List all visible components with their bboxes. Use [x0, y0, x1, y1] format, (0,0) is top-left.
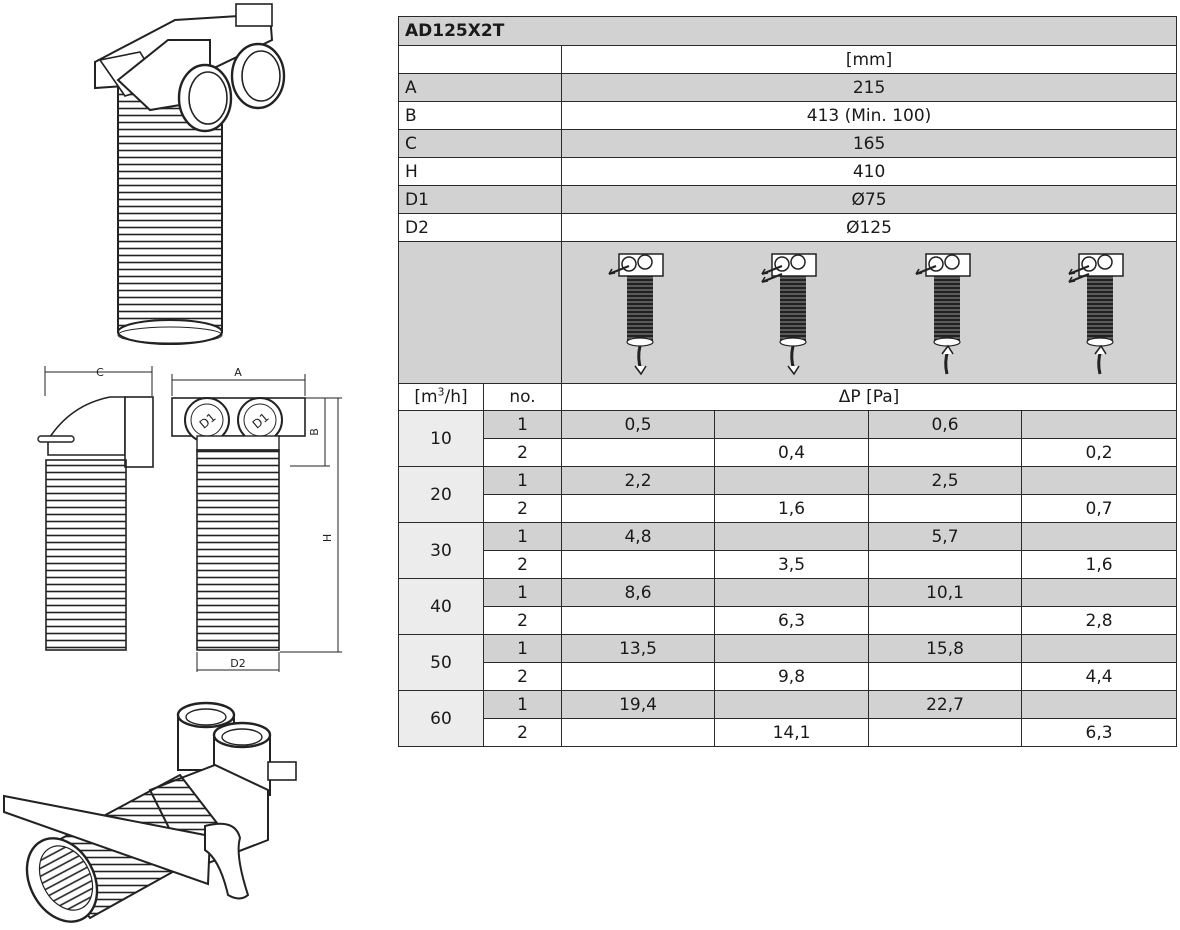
dimension-row — [399, 74, 1177, 102]
dimension-label: B — [399, 102, 562, 130]
dimension-value: 413 (Min. 100) — [562, 102, 1177, 130]
dim-label-d2: D2 — [230, 657, 246, 670]
spigot-count-cell: 1 — [484, 635, 562, 663]
pressure-row — [399, 719, 1177, 747]
pressure-value-cell: 1,6 — [715, 495, 869, 523]
pressure-value-cell — [1022, 635, 1177, 663]
dimension-value: Ø75 — [562, 186, 1177, 214]
pressure-value-cell — [715, 579, 869, 607]
unit-row — [399, 46, 1177, 74]
pressure-value-cell — [715, 523, 869, 551]
pressure-value-cell — [1022, 467, 1177, 495]
dimension-row — [399, 130, 1177, 158]
pressure-value-cell — [869, 607, 1022, 635]
pressure-row — [399, 467, 1177, 495]
dim-label-d1-right: D1 — [249, 409, 272, 432]
pressure-value-cell — [869, 719, 1022, 747]
pressure-value-cell: 4,8 — [562, 523, 715, 551]
flow-rate-cell: 60 — [399, 691, 484, 747]
title-row — [399, 17, 1177, 46]
pressure-value-cell — [869, 439, 1022, 467]
pressure-row — [399, 635, 1177, 663]
dim-label-b: B — [308, 428, 321, 436]
dimension-value: 215 — [562, 74, 1177, 102]
pressure-value-cell: 3,5 — [715, 551, 869, 579]
pressure-value-cell — [715, 635, 869, 663]
pressure-value-cell — [1022, 691, 1177, 719]
pressure-value-cell — [562, 607, 715, 635]
dimension-row — [399, 158, 1177, 186]
pressure-value-cell: 13,5 — [562, 635, 715, 663]
flow-rate-cell: 30 — [399, 523, 484, 579]
pressure-row — [399, 691, 1177, 719]
dim-label-h: H — [321, 533, 334, 543]
pressure-value-cell: 6,3 — [1022, 719, 1177, 747]
pressure-value-cell: 9,8 — [715, 663, 869, 691]
product-drawings — [0, 0, 392, 930]
pressure-value-cell: 0,7 — [1022, 495, 1177, 523]
pressure-value-cell — [1022, 523, 1177, 551]
dimension-value: 165 — [562, 130, 1177, 158]
dimension-row — [399, 186, 1177, 214]
unit-row-label — [399, 46, 562, 74]
flow-up-single-icon — [906, 248, 986, 378]
dimension-label: D2 — [399, 214, 562, 242]
spec-table-body — [399, 17, 1177, 747]
pressure-row — [399, 439, 1177, 467]
flow-unit-header — [399, 384, 484, 411]
pressure-value-cell: 2,5 — [869, 467, 1022, 495]
dimension-label: H — [399, 158, 562, 186]
spigot-count-cell: 1 — [484, 691, 562, 719]
spigot-count-cell: 2 — [484, 495, 562, 523]
pressure-value-cell: 19,4 — [562, 691, 715, 719]
flow-config-icons — [562, 242, 1176, 383]
isometric-top-view — [95, 4, 284, 344]
pressure-value-cell — [715, 691, 869, 719]
spigot-count-cell: 1 — [484, 579, 562, 607]
dim-label-a: A — [234, 366, 242, 379]
pressure-value-cell — [1022, 411, 1177, 439]
flow-config-images — [562, 242, 1177, 384]
pressure-value-cell: 22,7 — [869, 691, 1022, 719]
pressure-row — [399, 411, 1177, 439]
dim-label-c: C — [96, 366, 104, 379]
pressure-value-cell: 5,7 — [869, 523, 1022, 551]
dim-label-d1-left: D1 — [196, 409, 219, 432]
pressure-value-cell: 1,6 — [1022, 551, 1177, 579]
spigot-count-cell: 1 — [484, 523, 562, 551]
pressure-header: ΔP [Pa] — [562, 384, 1177, 411]
dimension-label: D1 — [399, 186, 562, 214]
spigot-count-cell: 1 — [484, 411, 562, 439]
pressure-value-cell: 8,6 — [562, 579, 715, 607]
dimension-value: Ø125 — [562, 214, 1177, 242]
pressure-value-cell — [562, 439, 715, 467]
flow-rate-cell: 10 — [399, 411, 484, 467]
dimension-row — [399, 102, 1177, 130]
pressure-value-cell — [1022, 579, 1177, 607]
pressure-value-cell: 0,6 — [869, 411, 1022, 439]
dimension-value: 410 — [562, 158, 1177, 186]
pressure-row — [399, 551, 1177, 579]
flow-unit-tail: /h] — [444, 387, 468, 407]
model-title: AD125X2T — [399, 17, 1177, 46]
pressure-value-cell: 2,2 — [562, 467, 715, 495]
dimension-label: A — [399, 74, 562, 102]
flow-config-row — [399, 242, 1177, 384]
pressure-value-cell: 0,2 — [1022, 439, 1177, 467]
flow-rate-cell: 20 — [399, 467, 484, 523]
flow-unit-sup: 3 — [437, 385, 445, 399]
spigot-count-cell: 2 — [484, 551, 562, 579]
pressure-value-cell — [562, 551, 715, 579]
spigot-count-cell: 2 — [484, 719, 562, 747]
pressure-value-cell: 0,4 — [715, 439, 869, 467]
pressure-value-cell: 14,1 — [715, 719, 869, 747]
dimension-label: C — [399, 130, 562, 158]
pressure-value-cell — [562, 663, 715, 691]
pressure-row — [399, 663, 1177, 691]
spigot-count-cell: 1 — [484, 467, 562, 495]
no-header: no. — [484, 384, 562, 411]
pressure-row — [399, 495, 1177, 523]
unit-header: [mm] — [562, 46, 1177, 74]
spec-table — [398, 16, 1177, 747]
pressure-value-cell — [869, 663, 1022, 691]
pressure-value-cell: 4,4 — [1022, 663, 1177, 691]
spigot-count-cell: 2 — [484, 663, 562, 691]
spigot-count-cell: 2 — [484, 607, 562, 635]
pressure-value-cell: 6,3 — [715, 607, 869, 635]
pressure-value-cell: 0,5 — [562, 411, 715, 439]
pressure-value-cell — [715, 467, 869, 495]
pressure-row — [399, 523, 1177, 551]
pressure-value-cell — [562, 719, 715, 747]
drawings-canvas — [0, 0, 392, 930]
pressure-value-cell: 2,8 — [1022, 607, 1177, 635]
pressure-value-cell — [562, 495, 715, 523]
spigot-count-cell: 2 — [484, 439, 562, 467]
pressure-value-cell — [715, 411, 869, 439]
front-view — [172, 366, 342, 672]
pressure-value-cell — [869, 495, 1022, 523]
dimension-row — [399, 214, 1177, 242]
pressure-row — [399, 607, 1177, 635]
side-view — [38, 366, 153, 650]
flow-unit-base: [m — [414, 387, 438, 407]
flow-down-single-icon — [599, 248, 679, 378]
pressure-row — [399, 579, 1177, 607]
pressure-value-cell: 10,1 — [869, 579, 1022, 607]
pressure-value-cell: 15,8 — [869, 635, 1022, 663]
isometric-install-view — [4, 703, 296, 930]
flow-up-double-icon — [1059, 248, 1139, 378]
flow-down-double-icon — [752, 248, 832, 378]
flow-config-label — [399, 242, 562, 384]
flow-rate-cell: 40 — [399, 579, 484, 635]
pressure-value-cell — [869, 551, 1022, 579]
flow-rate-cell: 50 — [399, 635, 484, 691]
pressure-header-row — [399, 384, 1177, 411]
